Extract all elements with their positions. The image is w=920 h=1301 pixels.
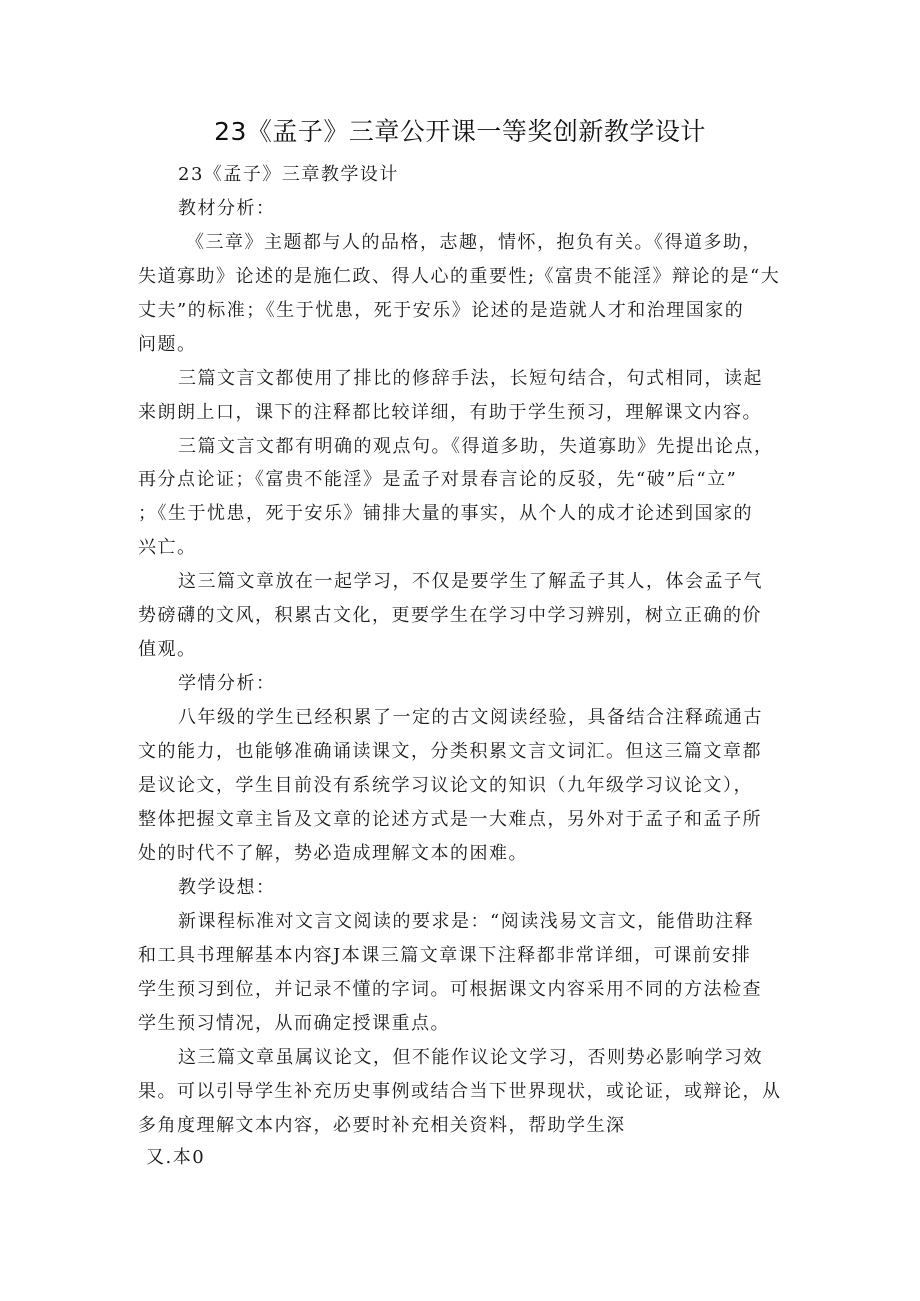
- paragraph-line: 失道寡助》论述的是施仁政、得人心的重要性;《富贵不能淫》辩论的是“大: [138, 266, 781, 287]
- paragraph-line: 来朗朗上口，课下的注释都比较详细，有助于学生预习，理解课文内容。: [138, 402, 762, 423]
- paragraph-line: 文的能力，也能够准确诵读课文，分类积累文言文词汇。但这三篇文章都: [138, 741, 762, 762]
- paragraph-line: 八年级的学生已经积累了一定的古文阅读经验，具备结合注释疏通古: [178, 707, 763, 728]
- paragraph-line: 和工具书理解基本内容J本课三篇文章课下注释都非常详细，可课前安排: [138, 945, 752, 966]
- paragraph-line: 处的时代不了解，势必造成理解文本的困难。: [138, 843, 528, 864]
- section-heading-teaching-plan: 教学设想：: [178, 877, 276, 898]
- paragraph-line: 兴亡。: [138, 537, 197, 558]
- paragraph-line: 果。可以引导学生补充历史事例或结合当下世界现状，或论证，或辩论，从: [138, 1081, 782, 1102]
- paragraph-line: 学生预习情况，从而确定授课重点。: [138, 1013, 450, 1034]
- paragraph-line: 多角度理解文本内容，必要时补充相关资料，帮助学生深: [138, 1115, 626, 1136]
- paragraph-line: 丈夫”的标准；《生于忧患，死于安乐》论述的是造就人才和治理国家的: [138, 300, 745, 321]
- paragraph-line: 三篇文言文都有明确的观点句。《得道多助，失道寡助》先提出论点，: [178, 436, 774, 457]
- paragraph-line: 《三章》主题都与人的品格，志趣，情怀，抱负有关。《得道多助，: [186, 232, 762, 253]
- trailing-fragment: 又.本0: [146, 1147, 206, 1168]
- section-heading-student-analysis: 学情分析：: [178, 673, 276, 694]
- paragraph-line: 整体把握文章主旨及文章的论述方式是一大难点，另外对于孟子和孟子所: [138, 809, 762, 830]
- paragraph-line: 是议论文，学生目前没有系统学习议论文的知识（九年级学习议论文），: [138, 775, 753, 796]
- paragraph-line: 学生预习到位，并记录不懂的字词。可根据课文内容采用不同的方法检查: [138, 979, 762, 1000]
- paragraph-line: 这三篇文章虽属议论文，但不能作议论文学习，否则势必影响学习效: [178, 1047, 763, 1068]
- document-title: 23《孟子》三章公开课一等奖创新教学设计: [214, 117, 706, 146]
- subtitle: 23《孟子》三章教学设计: [178, 164, 399, 185]
- paragraph-line: 三篇文言文都使用了排比的修辞手法，长短句结合，句式相同，读起: [178, 368, 763, 389]
- section-heading-textbook-analysis: 教材分析：: [178, 198, 276, 219]
- paragraph-line: 问题。: [138, 334, 197, 355]
- paragraph-line: 这三篇文章放在一起学习，不仅是要学生了解孟子其人，体会孟子气: [178, 571, 763, 592]
- paragraph-line: 势磅礴的文风，积累古文化，更要学生在学习中学习辨别，树立正确的价: [138, 605, 762, 626]
- paragraph-line: 新课程标准对文言文阅读的要求是：“阅读浅易文言文，能借助注释: [178, 911, 755, 932]
- paragraph-line: ；《生于忧患，死于安乐》铺排大量的事实，从个人的成才论述到国家的: [138, 503, 753, 524]
- paragraph-line: 值观。: [138, 639, 197, 660]
- paragraph-line: 再分点论证；《富贵不能淫》是孟子对景春言论的反驳，先“破”后“立”: [138, 469, 738, 490]
